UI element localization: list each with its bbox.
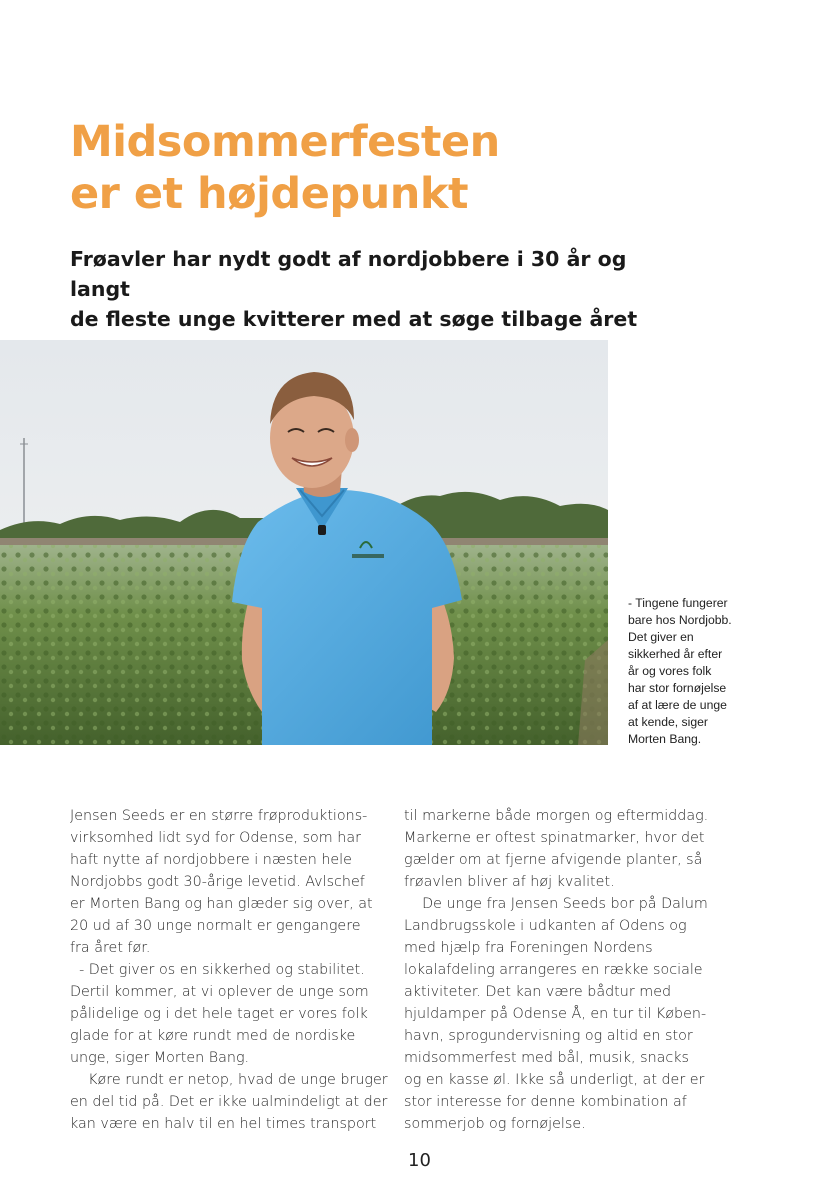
body-line: Køre rundt er netop, hvad de unge bruger (70, 1072, 388, 1088)
article-photo (0, 340, 608, 745)
body-line: unge, siger Morten Bang. (70, 1050, 250, 1066)
caption-line: har stor fornøjelse (628, 681, 727, 695)
caption-line: Morten Bang. (628, 732, 702, 746)
body-line: - Det giver os en sikkerhed og stabilitet. (70, 962, 365, 978)
body-line: fra året før. (70, 940, 151, 956)
body-column-left (70, 805, 388, 1135)
caption-line: Det giver en (628, 630, 694, 644)
body-column-right (404, 805, 714, 1135)
body-line: til markerne både morgen og eftermiddag. (404, 808, 709, 824)
body-line: stor interesse for denne kombination af (404, 1094, 687, 1110)
body-line: Landbrugsskole i udkanten af Odens og (404, 918, 687, 934)
body-line: 20 ud af 30 unge normalt er gengangere (70, 918, 361, 934)
body-line: De unge fra Jensen Seeds bor på Dalum (404, 896, 708, 912)
body-line: aktiviteter. Det kan være bådtur med (404, 984, 672, 1000)
body-line: sommerjob og fornøjelse. (404, 1116, 586, 1132)
body-line: kan være en halv til en hel times transport (70, 1116, 377, 1132)
caption-line: sikkerhed år efter (628, 647, 723, 661)
body-line: Markerne er oftest spinatmarker, hvor det (404, 830, 705, 846)
title-line-2: er et højdepunkt (70, 169, 469, 219)
page-number: 10 (408, 1150, 431, 1171)
body-line: hjuldamper på Odense Å, en tur til Køben- (404, 1006, 707, 1022)
body-line: havn, sprogundervisning og altid en stor (404, 1028, 693, 1044)
body-line: gælder om at fjerne afvigende planter, så (404, 852, 703, 868)
body-line: virksomhed lidt syd for Odense, som har (70, 830, 361, 846)
body-line: Nordjobbs godt 30-årige levetid. Avlschef (70, 874, 365, 890)
body-line: lokalafdeling arrangeres en række sociale (404, 962, 703, 978)
caption-line: af at lære de unge (628, 698, 727, 712)
body-line: frøavlen bliver af høj kvalitet. (404, 874, 615, 890)
subtitle-line-2: de fleste unge kvitterer med at søge tilbage året (70, 307, 638, 331)
caption-line: år og vores folk (628, 664, 712, 678)
subtitle-line-1: Frøavler har nydt godt af nordjobbere i 30 år og langt (70, 247, 627, 301)
body-line: pålidelige og i det hele taget er vores folk (70, 1006, 368, 1022)
body-line: er Morten Bang og han glæder sig over, at (70, 896, 373, 912)
body-line: glade for at køre rundt med de nordiske (70, 1028, 356, 1044)
photo-caption (628, 595, 748, 748)
caption-line: at kende, siger (628, 715, 708, 729)
body-line: midsommerfest med bål, musik, snacks (404, 1050, 690, 1066)
body-line: Jensen Seeds er en større frøproduktions- (70, 808, 368, 824)
body-line: og en kasse øl. Ikke så underligt, at der er (404, 1072, 705, 1088)
body-line: haft nytte af nordjobbere i næsten hele (70, 852, 352, 868)
title-line-1: Midsommerfesten (70, 117, 500, 167)
article-title (70, 116, 500, 220)
caption-line: bare hos Nordjobb. (628, 613, 732, 627)
body-line: med hjælp fra Foreningen Nordens (404, 940, 653, 956)
body-line: Dertil kommer, at vi oplever de unge som (70, 984, 369, 1000)
photo-man-in-field-icon (0, 340, 608, 745)
body-line: en del tid på. Det er ikke ualmindeligt at der (70, 1094, 388, 1110)
caption-line: - Tingene fungerer (628, 596, 728, 610)
